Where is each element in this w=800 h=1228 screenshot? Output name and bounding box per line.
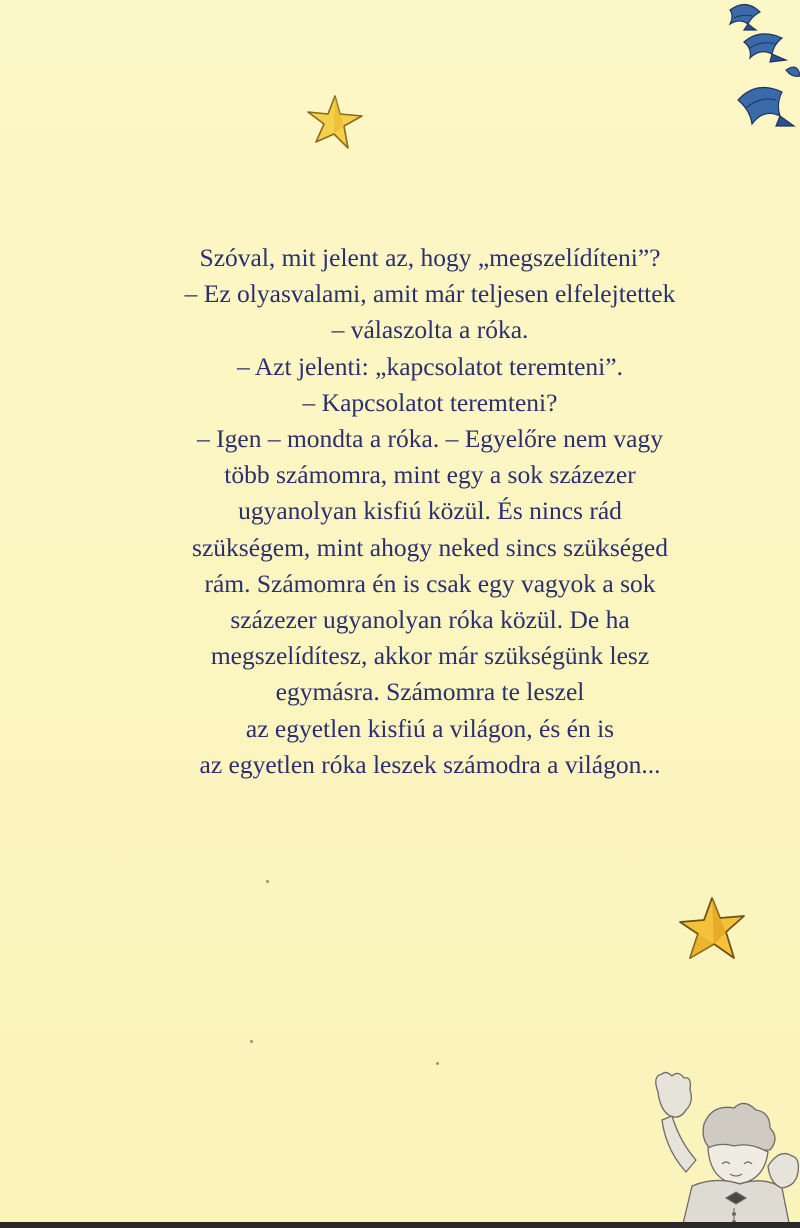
text-line: Szóval, mit jelent az, hogy „megszelídíteni”? [199, 243, 661, 272]
paper-speck [436, 1062, 439, 1065]
birds-illustration [690, 0, 800, 150]
text-line: – Igen – mondta a róka. – Egyelőre nem vagy [197, 424, 663, 454]
text-line: az egyetlen róka leszek számodra a világon... [199, 749, 661, 779]
paper-speck [250, 1040, 253, 1043]
text-line: – Azt jelenti: „kapcsolatot teremteni”. [237, 351, 623, 381]
little-prince-illustration [630, 1068, 800, 1228]
text-line: az egyetlen kisfiú a világon, és én is [245, 713, 615, 743]
text-line: megszelídítesz, akkor már szükségünk lesz [210, 641, 650, 671]
star-icon [304, 92, 366, 152]
page-edge [0, 1222, 800, 1228]
text-line: – válaszolta a róka. [331, 315, 529, 345]
text-line: szükségem, mint ahogy neked sincs szükséged [192, 532, 668, 562]
text-line: – Kapcsolatot teremteni? [302, 387, 558, 417]
text-line: egymásra. Számomra te leszel [275, 677, 585, 707]
text-line: több számomra, mint egy a sok százezer [224, 460, 636, 490]
paper-speck [266, 880, 269, 883]
text-line: – Ez olyasvalami, amit már teljesen elfelejtettek [184, 279, 676, 309]
text-line: százezer ugyanolyan róka közül. De ha [230, 605, 630, 635]
quote-text [120, 240, 740, 783]
star-icon [676, 894, 748, 968]
text-line: ugyanolyan kisfiú közül. És nincs rád [238, 496, 622, 526]
text-line: rám. Számomra én is csak egy vagyok a sok [204, 568, 656, 598]
